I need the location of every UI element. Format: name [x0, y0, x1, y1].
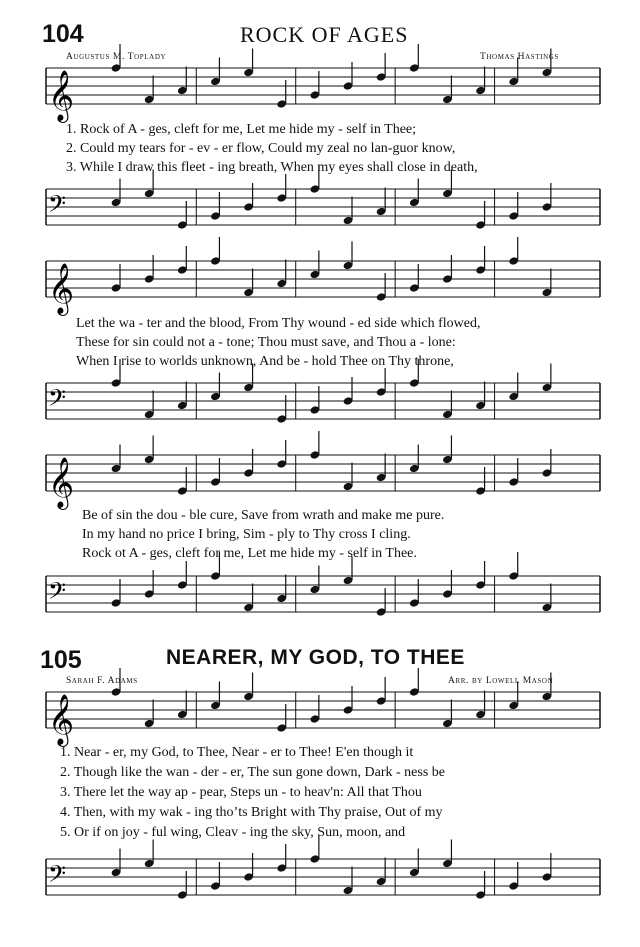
- lyric-line: 1. Near - er, my God, to Thee, Near - er to Thee! E'en though it: [60, 745, 414, 760]
- lyric-line: 2. Though like the wan - der - er, The sun gone down, Dark - ness be: [60, 765, 445, 780]
- treble-clef-icon: 𝄞: [48, 263, 75, 314]
- hymn-104-music-credit: Thomas Hastings: [480, 52, 559, 62]
- bass-staff: [0, 377, 640, 437]
- treble-staff: [0, 449, 640, 509]
- bass-clef-icon: 𝄢: [48, 190, 67, 223]
- lyric-line: Be of sin the dou - ble cure, Save from wrath and make me pure.: [82, 508, 445, 523]
- hymn-105-title: NEARER, MY GOD, TO THEE: [166, 646, 465, 669]
- treble-staff: [0, 255, 640, 315]
- lyric-line: 2. Could my tears for - ev - er flow, Could my zeal no lan-guor know,: [66, 141, 456, 156]
- bass-clef-icon: 𝄢: [48, 384, 67, 417]
- lyric-line: 3. While I draw this fleet - ing breath, When my eyes shall close in death,: [66, 160, 478, 175]
- bass-staff: [0, 570, 640, 630]
- treble-clef-icon: 𝄞: [48, 457, 75, 508]
- bass-staff: [0, 853, 640, 913]
- hymn-105-music-credit: Arr. by Lowell Mason: [448, 676, 554, 686]
- lyric-line: Let the wa - ter and the blood, From Thy wound - ed side which flowed,: [76, 316, 481, 331]
- treble-clef-icon: 𝄞: [48, 70, 75, 121]
- treble-staff: [0, 686, 640, 746]
- bass-clef-icon: 𝄢: [48, 860, 67, 893]
- lyric-line: 3. There let the way ap - pear, Steps un - to heav'n: All that Thou: [60, 785, 422, 800]
- hymn-104-words-credit: Augustus M. Toplady: [66, 52, 167, 62]
- bass-staff: [0, 183, 640, 243]
- hymn-105-words-credit: Sarah F. Adams: [66, 676, 138, 686]
- lyric-line: 5. Or if on joy - ful wing, Cleav - ing the sky, Sun, moon, and: [60, 825, 406, 840]
- treble-staff: [0, 62, 640, 122]
- lyric-line: 4. Then, with my wak - ing thoʼts Bright with Thy praise, Out of my: [60, 805, 443, 820]
- hymn-105-number: 105: [40, 646, 82, 674]
- lyric-line: In my hand no price I bring, Sim - ply to Thy cross I cling.: [82, 527, 411, 542]
- hymn-104-title: ROCK OF AGES: [240, 22, 409, 47]
- bass-clef-icon: 𝄢: [48, 577, 67, 610]
- treble-clef-icon: 𝄞: [48, 694, 75, 745]
- lyric-line: When I rise to worlds unknown, And be - hold Thee on Thy throne,: [76, 354, 454, 369]
- lyric-line: Rock ot A - ges, cleft for me, Let me hide my - self in Thee.: [82, 546, 417, 561]
- hymn-104-number: 104: [42, 20, 84, 48]
- lyric-line: These for sin could not a - tone; Thou must save, and Thou a - lone:: [76, 335, 456, 350]
- lyric-line: 1. Rock of A - ges, cleft for me, Let me hide my - self in Thee;: [66, 122, 417, 137]
